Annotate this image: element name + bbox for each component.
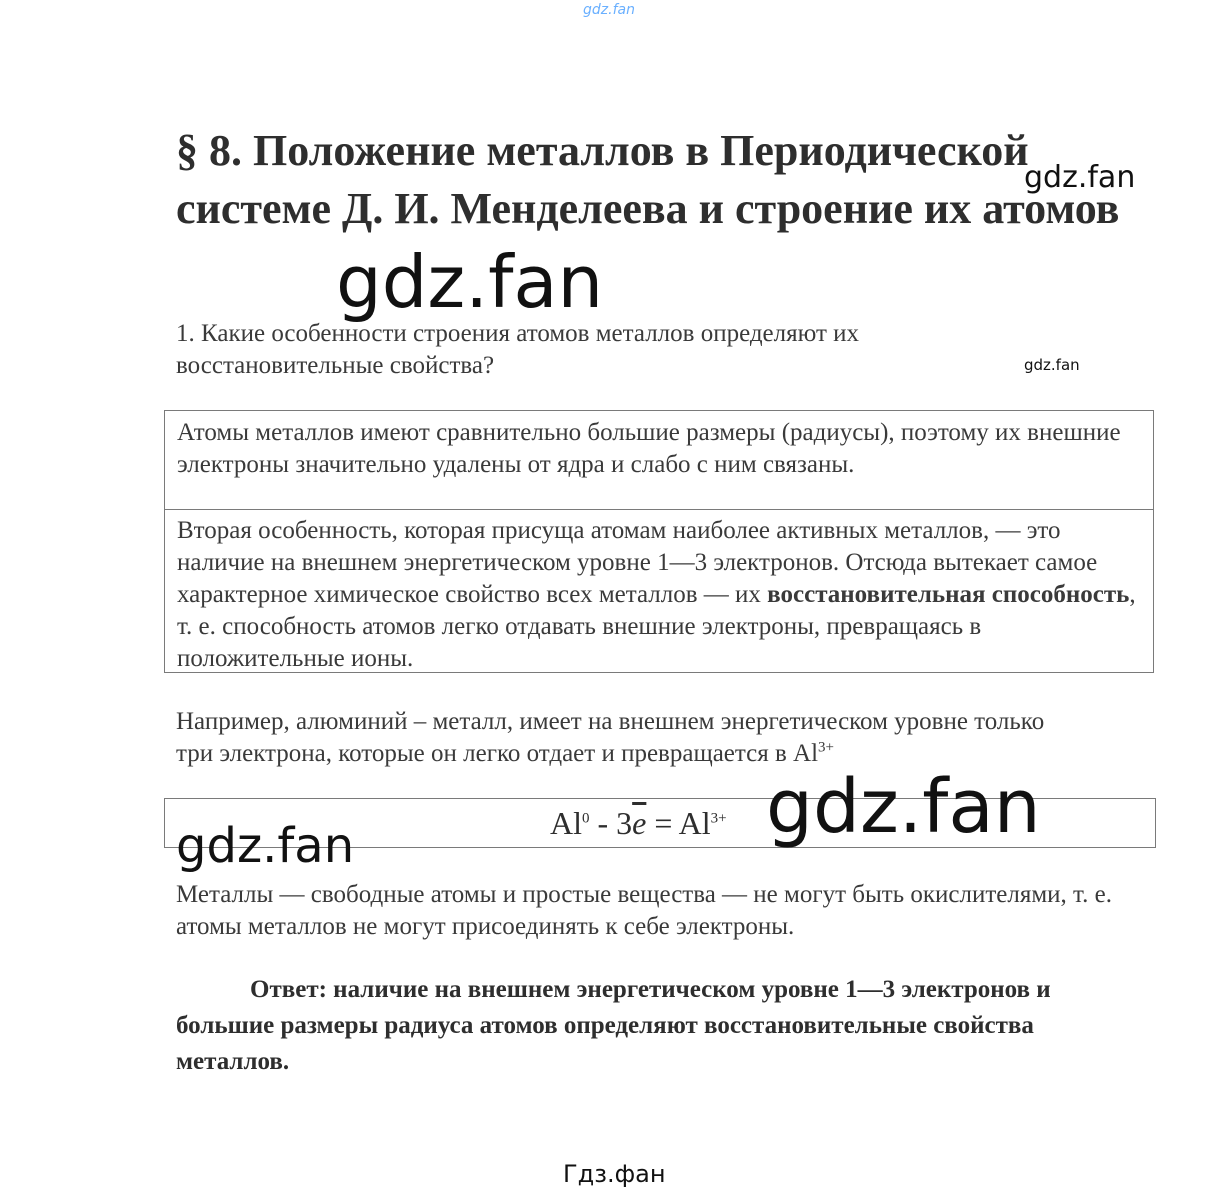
equation-electron: $\overline{e}$ — [632, 805, 647, 841]
question-text: 1. Какие особенности строения атомов металлов определяют их восстановительные свойства? — [176, 320, 860, 379]
section-title: § 8. Положение металлов в Периодической системе Д. И. Менделеева и строение их атомов — [176, 126, 1120, 233]
watermark-top: gdz.fan — [583, 2, 635, 18]
footer-watermark: Гдз.фан — [563, 1160, 666, 1188]
watermark-b: gdz.fan — [336, 240, 604, 324]
equation-right-sup: 3+ — [710, 810, 727, 827]
watermark-c: gdz.fan — [1024, 356, 1080, 374]
watermark-a: gdz.fan — [1024, 160, 1136, 195]
metals-paragraph: Металлы — свободные атомы и простые вещества — не могут быть окислителями, т. е. атомы металлов не могут присоединять к себе электроны. — [176, 881, 1112, 940]
equation — [550, 805, 727, 841]
table-divider — [165, 509, 1153, 510]
example-superscript: 3+ — [818, 739, 834, 756]
watermark-e: gdz.fan — [176, 818, 355, 874]
answer-paragraph: Ответ: наличие на внешнем энергетическом уровне 1—3 электронов и большие размеры радиуса атомов определяют восстановительные свойства металлов. — [176, 976, 1051, 1075]
equation-equals: = Al — [646, 805, 711, 841]
explanation-table — [164, 410, 1154, 673]
watermark-d: gdz.fan — [766, 764, 1041, 850]
equation-middle: - 3 — [589, 805, 633, 841]
explanation-paragraph-1: Атомы металлов имеют сравнительно большие размеры (радиусы), поэтому их внешние электроны значительно удалены от ядра и слабо с ним связаны. — [177, 419, 1121, 478]
paragraph-2-end: , т. е. способность атомов легко отдавать внешние электроны, превращаясь в положительные ионы. — [177, 581, 1136, 672]
equation-left-sup: 0 — [582, 810, 590, 827]
example-text: Например, алюминий – металл, имеет на внешнем энергетическом уровне только три электрона, которые он легко отдает и превращается в Al — [176, 708, 1045, 767]
paragraph-2-start: Вторая особенность, которая присуща атомам наиболее активных металлов, — это наличие на внешнем энергетическом уровне 1—3 электронов. Отсюда вытекает самое характерное химическое свойство всех металлов — их — [177, 517, 1098, 608]
explanation-paragraph-2 — [177, 515, 1142, 675]
equation-left-symbol: Al — [550, 805, 582, 841]
paragraph-2-bold: восстановительная способность — [767, 581, 1130, 608]
example-paragraph — [176, 706, 1076, 770]
